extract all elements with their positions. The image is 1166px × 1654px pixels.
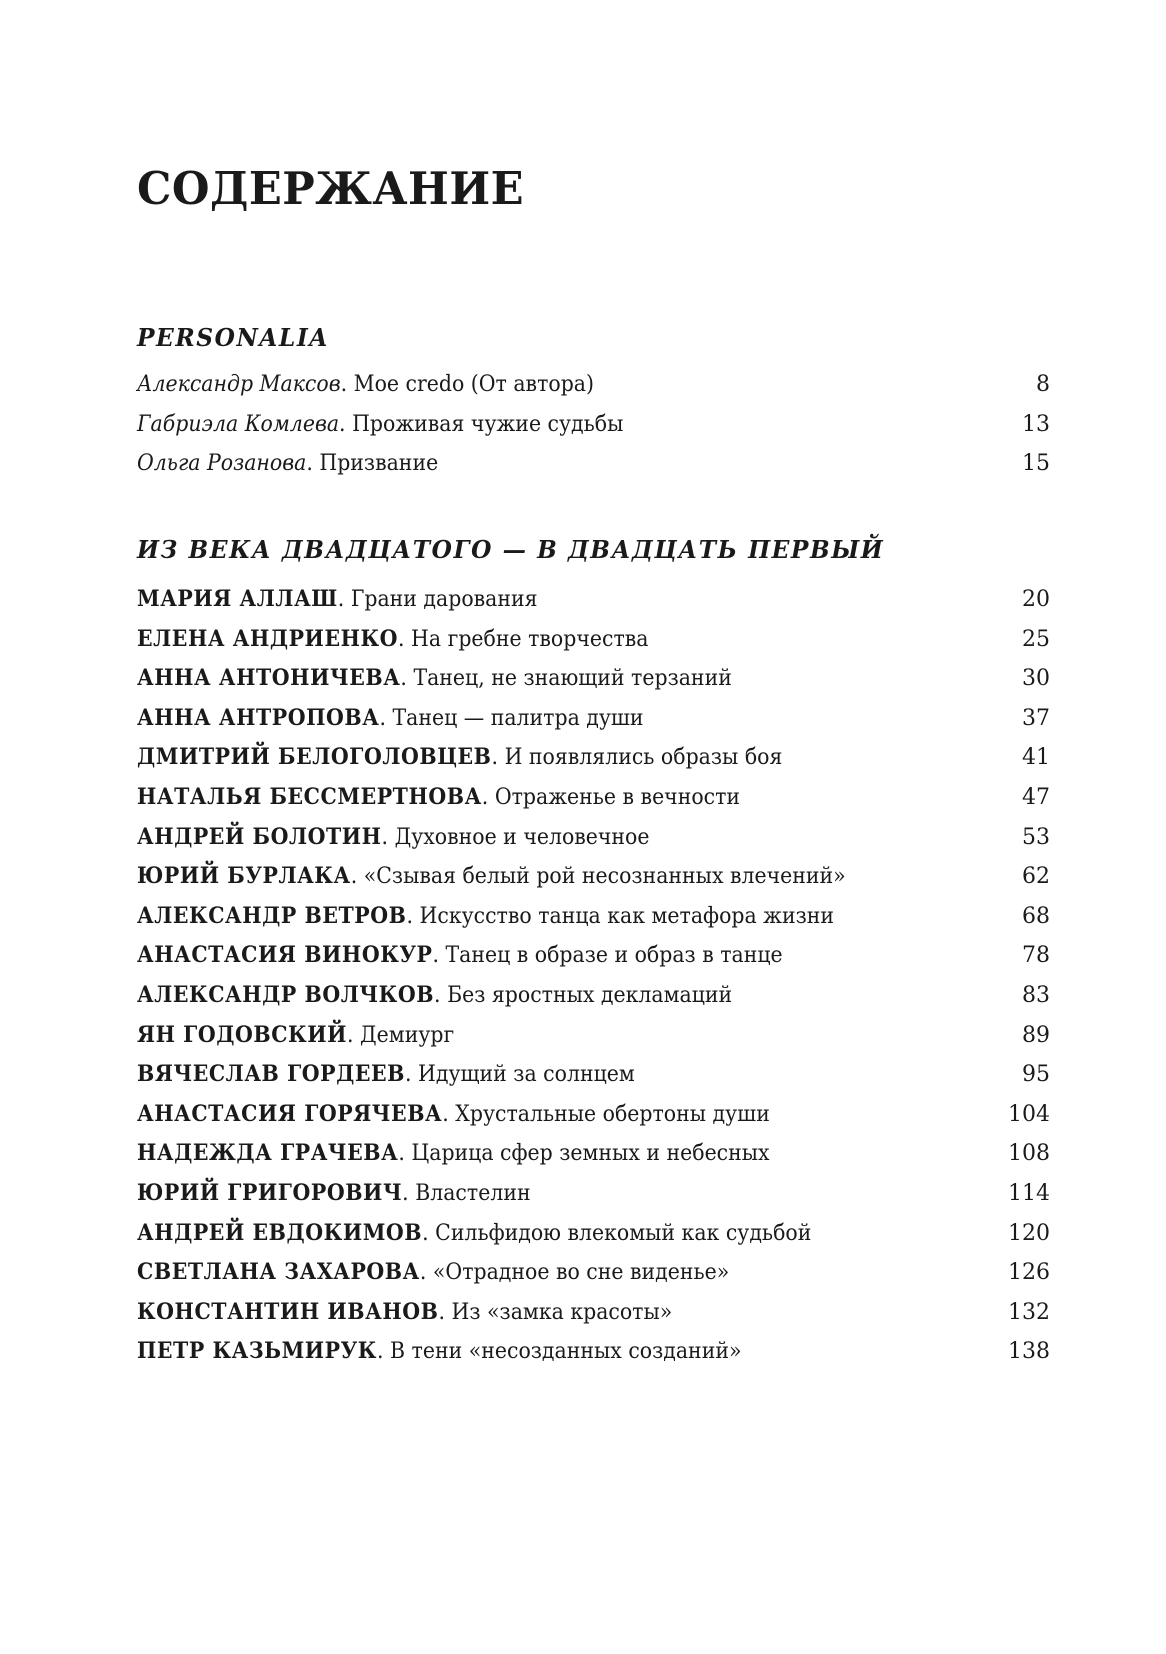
toc-separator: . bbox=[398, 626, 412, 652]
toc-author: МАРИЯ АЛЛАШ bbox=[137, 586, 338, 612]
toc-page-number: 15 bbox=[1022, 451, 1050, 477]
toc-entry[interactable] bbox=[137, 1293, 1050, 1333]
toc-title: В тени «несозданных созданий» bbox=[389, 1339, 742, 1365]
toc-title: «Сзывая белый рой несознанных влечений» bbox=[363, 864, 846, 890]
toc-entry[interactable] bbox=[137, 778, 1050, 818]
toc-entry-text bbox=[137, 778, 740, 818]
toc-page-number: 114 bbox=[1008, 1180, 1050, 1206]
toc-author: АНАСТАСИЯ ВИНОКУР bbox=[137, 942, 433, 969]
toc-entry-text bbox=[137, 1095, 770, 1135]
toc-page-number: 68 bbox=[1022, 903, 1050, 929]
section-heading: ИЗ ВЕКА ДВАДЦАТОГО — В ДВАДЦАТЬ ПЕРВЫЙ bbox=[137, 535, 885, 564]
toc-title: Без яростных декламаций bbox=[447, 982, 733, 1008]
toc-title: Танец — палитра души bbox=[392, 705, 644, 731]
toc-title: Идущий за солнцем bbox=[418, 1062, 635, 1088]
toc-list bbox=[137, 365, 1050, 484]
toc-page-number: 13 bbox=[1022, 411, 1050, 437]
toc-separator: . bbox=[432, 943, 446, 969]
toc-entry[interactable] bbox=[137, 818, 1050, 858]
toc-separator: . bbox=[422, 1220, 436, 1246]
toc-title: Призвание bbox=[319, 451, 439, 477]
toc-separator: . bbox=[376, 1339, 390, 1365]
toc-author: ПЕТР КАЗЬМИРУК bbox=[137, 1338, 377, 1365]
contents-page bbox=[137, 0, 1050, 1654]
toc-entry[interactable] bbox=[137, 699, 1050, 739]
toc-entry-text bbox=[137, 1174, 531, 1214]
toc-separator: . bbox=[406, 903, 420, 929]
toc-entry[interactable] bbox=[137, 897, 1050, 937]
toc-entry[interactable] bbox=[137, 738, 1050, 778]
toc-page-number: 108 bbox=[1008, 1141, 1050, 1167]
toc-entry[interactable] bbox=[137, 857, 1050, 897]
toc-separator: . bbox=[398, 1141, 412, 1167]
toc-separator: . bbox=[381, 824, 395, 850]
toc-author: АННА АНТРОПОВА bbox=[137, 704, 380, 731]
toc-page-number: 89 bbox=[1022, 1022, 1050, 1048]
section-twentieth-to-twenty-first-century bbox=[137, 534, 1050, 1372]
toc-entry[interactable] bbox=[137, 1332, 1050, 1372]
toc-entry-text bbox=[137, 1253, 729, 1293]
toc-separator: . bbox=[438, 1299, 452, 1325]
section-heading: PERSONALIA bbox=[137, 323, 329, 352]
toc-separator: . bbox=[400, 666, 414, 692]
toc-entry-text bbox=[137, 405, 623, 445]
toc-page-number: 78 bbox=[1022, 943, 1050, 969]
toc-page-number: 83 bbox=[1022, 982, 1050, 1008]
toc-title: Духовное и человечное bbox=[394, 824, 650, 850]
toc-author: АЛЕКСАНДР ВОЛЧКОВ bbox=[137, 981, 435, 1008]
toc-entry-text bbox=[137, 444, 438, 484]
toc-author: НАТАЛЬЯ БЕССМЕРТНОВА bbox=[137, 783, 482, 810]
toc-title: «Отрадное во сне виденье» bbox=[432, 1260, 730, 1286]
toc-entry-text bbox=[137, 936, 783, 976]
toc-entry[interactable] bbox=[137, 1095, 1050, 1135]
toc-page-number: 47 bbox=[1022, 784, 1050, 810]
toc-entry-text bbox=[137, 1214, 811, 1254]
toc-separator: . bbox=[339, 411, 353, 437]
toc-title: Танец в образе и образ в танце bbox=[445, 943, 783, 969]
toc-separator: . bbox=[491, 745, 505, 771]
toc-separator: . bbox=[350, 864, 364, 890]
toc-author: Александр Максов bbox=[137, 372, 341, 397]
toc-entry-text bbox=[137, 659, 732, 699]
toc-entry-text bbox=[137, 738, 782, 778]
toc-list bbox=[137, 580, 1050, 1372]
toc-author: АНАСТАСИЯ ГОРЯЧЕВА bbox=[137, 1100, 443, 1127]
toc-author: СВЕТЛАНА ЗАХАРОВА bbox=[137, 1259, 420, 1286]
toc-separator: . bbox=[442, 1101, 456, 1127]
toc-entry[interactable] bbox=[137, 659, 1050, 699]
toc-page-number: 120 bbox=[1008, 1220, 1050, 1246]
toc-separator: . bbox=[434, 982, 448, 1008]
toc-title: Царица сфер земных и небесных bbox=[411, 1141, 770, 1167]
toc-page-number: 53 bbox=[1022, 824, 1050, 850]
toc-entry-text bbox=[137, 1055, 635, 1095]
toc-separator: . bbox=[402, 1180, 416, 1206]
toc-entry[interactable] bbox=[137, 1055, 1050, 1095]
toc-entry-text bbox=[137, 580, 538, 620]
toc-title: Сильфидою влекомый как судьбой bbox=[435, 1220, 812, 1246]
page-title: СОДЕРЖАНИЕ bbox=[137, 162, 525, 215]
toc-title: И появлялись образы боя bbox=[504, 745, 783, 771]
toc-author: КОНСТАНТИН ИВАНОВ bbox=[137, 1298, 439, 1325]
toc-entry-text bbox=[137, 818, 649, 858]
toc-title: Отраженье в вечности bbox=[494, 784, 741, 810]
toc-entry[interactable] bbox=[137, 620, 1050, 660]
toc-title: Танец, не знающий терзаний bbox=[413, 666, 732, 692]
toc-author: Ольга Розанова bbox=[137, 451, 307, 477]
toc-entry[interactable] bbox=[137, 1253, 1050, 1293]
toc-separator: . bbox=[347, 1022, 361, 1048]
toc-separator: . bbox=[419, 1260, 433, 1286]
toc-entry-text bbox=[137, 1293, 672, 1333]
toc-entry-text bbox=[137, 1332, 741, 1372]
toc-entry[interactable] bbox=[137, 1134, 1050, 1174]
toc-entry[interactable] bbox=[137, 1016, 1050, 1056]
toc-author: ЕЛЕНА АНДРИЕНКО bbox=[137, 625, 399, 652]
toc-title: Искусство танца как метафора жизни bbox=[419, 903, 835, 929]
toc-entry[interactable] bbox=[137, 365, 1050, 405]
toc-title: Властелин bbox=[415, 1180, 531, 1206]
toc-entry-text bbox=[137, 976, 732, 1016]
toc-entry[interactable] bbox=[137, 444, 1050, 484]
toc-page-number: 138 bbox=[1008, 1339, 1050, 1365]
toc-separator: . bbox=[481, 784, 495, 810]
toc-author: ЮРИЙ ГРИГОРОВИЧ bbox=[137, 1179, 403, 1206]
toc-entry[interactable] bbox=[137, 1174, 1050, 1214]
toc-entry-text bbox=[137, 365, 594, 405]
toc-title: На гребне творчества bbox=[411, 626, 649, 652]
toc-author: АНДРЕЙ БОЛОТИН bbox=[137, 823, 382, 850]
toc-entry[interactable] bbox=[137, 405, 1050, 445]
toc-separator: . bbox=[340, 372, 354, 397]
toc-page-number: 132 bbox=[1008, 1299, 1050, 1325]
toc-entry[interactable] bbox=[137, 580, 1050, 620]
toc-title: Демиург bbox=[360, 1022, 455, 1048]
toc-entry-text bbox=[137, 699, 644, 739]
toc-page-number: 126 bbox=[1008, 1260, 1050, 1286]
toc-title: Проживая чужие судьбы bbox=[352, 411, 624, 437]
toc-page-number: 20 bbox=[1022, 587, 1050, 612]
toc-author: ВЯЧЕСЛАВ ГОРДЕЕВ bbox=[137, 1061, 406, 1088]
toc-title: Из «замка красоты» bbox=[451, 1299, 673, 1325]
toc-entry-text bbox=[137, 857, 846, 897]
toc-entry[interactable] bbox=[137, 936, 1050, 976]
toc-author: АННА АНТОНИЧЕВА bbox=[137, 665, 401, 692]
toc-author: ДМИТРИЙ БЕЛОГОЛОВЦЕВ bbox=[137, 744, 492, 771]
toc-title: Грани дарования bbox=[350, 587, 538, 612]
toc-title: Хрустальные обертоны души bbox=[455, 1101, 770, 1127]
section-personalia bbox=[137, 322, 1050, 484]
toc-page-number: 25 bbox=[1022, 626, 1050, 652]
toc-entry[interactable] bbox=[137, 1214, 1050, 1254]
toc-entry-text bbox=[137, 897, 834, 937]
toc-page-number: 8 bbox=[1036, 372, 1050, 397]
toc-page-number: 104 bbox=[1008, 1101, 1050, 1127]
toc-author: ЯН ГОДОВСКИЙ bbox=[137, 1021, 348, 1048]
toc-entry-text bbox=[137, 1016, 454, 1056]
toc-separator: . bbox=[405, 1062, 419, 1088]
toc-author: АНДРЕЙ ЕВДОКИМОВ bbox=[137, 1219, 423, 1246]
toc-page-number: 37 bbox=[1022, 705, 1050, 731]
toc-author: НАДЕЖДА ГРАЧЕВА bbox=[137, 1140, 399, 1167]
toc-author: ЮРИЙ БУРЛАКА bbox=[137, 863, 351, 890]
toc-separator: . bbox=[379, 705, 393, 731]
toc-author: АЛЕКСАНДР ВЕТРОВ bbox=[137, 902, 407, 929]
toc-entry-text bbox=[137, 1134, 770, 1174]
toc-separator: . bbox=[306, 451, 320, 477]
toc-entry[interactable] bbox=[137, 976, 1050, 1016]
toc-entry-text bbox=[137, 620, 648, 660]
toc-separator: . bbox=[337, 587, 351, 612]
toc-page-number: 30 bbox=[1022, 666, 1050, 692]
toc-page-number: 95 bbox=[1022, 1062, 1050, 1088]
toc-page-number: 41 bbox=[1022, 745, 1050, 771]
toc-page-number: 62 bbox=[1022, 864, 1050, 890]
toc-title: Мое credo (От автора) bbox=[353, 372, 594, 397]
toc-author: Габриэла Комлева bbox=[137, 411, 340, 437]
